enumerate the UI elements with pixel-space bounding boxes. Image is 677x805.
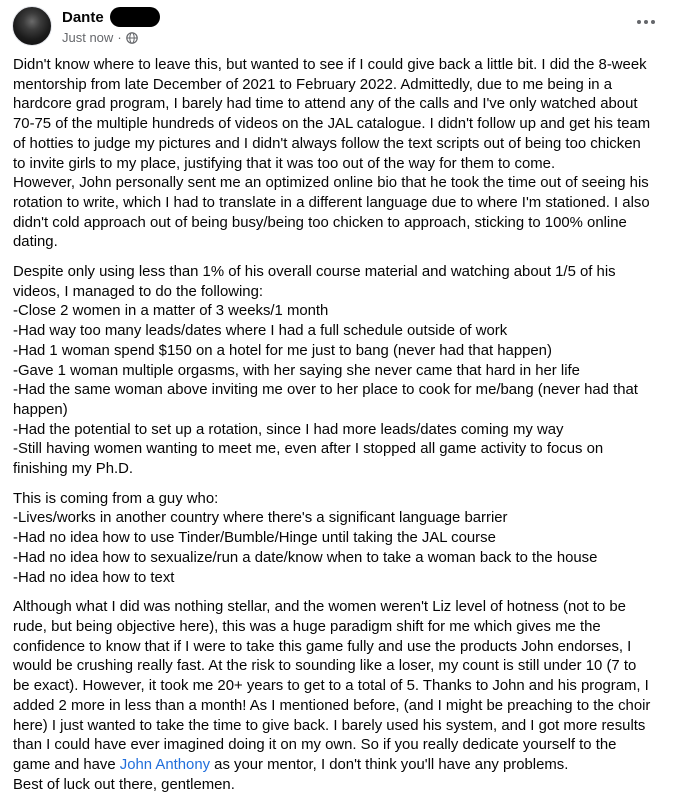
author-name[interactable] [62, 7, 160, 27]
paragraph-2 [13, 263, 663, 480]
text-line: mentorship from late December of 2021 to February 2022. Admittedly, due to me being in a [13, 76, 612, 93]
redaction-mark [110, 7, 160, 27]
text-line: than I could have ever imagined doing it on my own. So if you really dedicate yourself to the [13, 737, 617, 754]
text-line: Despite only using less than 1% of his overall course material and watching about 1/5 of his [13, 264, 616, 281]
text-line: 70-75 of the multiple hundreds of videos on the JAL catalogue. I didn't follow up and get his team [13, 116, 651, 133]
text-line: rotation to write, which I had to translate in a different language due to where I'm stationed. I also [13, 194, 650, 211]
text-line: be exact). However, it took me 20+ years to get to a total of 5. Thanks to John and his program, I [13, 678, 649, 695]
text-line: This is coming from a guy who: [13, 490, 219, 507]
text-line: dating. [13, 234, 58, 251]
text-line: -Had 1 woman spend $150 on a hotel for me just to bang (never had that happen) [13, 342, 552, 359]
post-timestamp[interactable]: Just now [62, 30, 114, 45]
text-line: -Had no idea how to sexualize/run a date/know when to take a woman back to the house [13, 549, 598, 566]
text-line: -Had the potential to set up a rotation, since I had more leads/dates coming my way [13, 421, 564, 438]
text-line: -Had way too many leads/dates where I had a full schedule outside of work [13, 323, 508, 340]
text-line: would be crushing really fast. At the risk to sounding like a loser, my count is still under 10 (7 to [13, 658, 637, 675]
text-line: finishing my Ph.D. [13, 461, 133, 478]
text-line: -Had no idea how to text [13, 569, 175, 586]
author-name-text[interactable]: Dante [62, 8, 104, 26]
text-line: rude, but being objective here), this was a huge paradigm shift for me which gives me the [13, 618, 601, 635]
text-line: Although what I did was nothing stellar, and the women weren't Liz level of hotness (not to be [13, 599, 626, 616]
text-line: happen) [13, 401, 68, 418]
meta-separator: · [117, 30, 122, 45]
more-options-button[interactable] [633, 12, 659, 32]
post-body [13, 56, 663, 805]
paragraph-1 [13, 56, 663, 253]
text-segment: as your mentor, I don't think you'll have any problems. [210, 756, 569, 773]
mention-link[interactable]: John Anthony [119, 756, 211, 773]
more-horizontal-icon [636, 19, 656, 25]
post-meta [62, 30, 138, 45]
text-line: -Still having women wanting to meet me, even after I stopped all game activity to focus on [13, 441, 604, 458]
closing-line: Best of luck out there, gentlemen. [13, 776, 235, 793]
text-line: added 2 more in less than a month! As I mentioned before, (and I might be preaching to the choir [13, 697, 651, 714]
text-line: didn't cold approach out of being busy/being too chicken to approach, sticking to 100% online [13, 214, 627, 231]
text-line: of hotties to judge my pictures and I didn't always follow the text scripts out of being too chicken [13, 135, 641, 152]
text-line: -Had no idea how to use Tinder/Bumble/Hinge until taking the JAL course [13, 530, 496, 547]
text-line-with-mention [13, 756, 663, 776]
text-line: -Lives/works in another country where there's a significant language barrier [13, 510, 508, 527]
text-line: confidence to know that if I were to take this game fully and use the products John endorses, I [13, 638, 632, 655]
text-line: -Had the same woman above inviting me over to her place to cook for me/bang (never had that [13, 382, 638, 399]
text-line: here) I just wanted to take the time to give back. I barely used his system, and I got more results [13, 717, 646, 734]
text-line: Didn't know where to leave this, but wanted to see if I could give back a little bit. I did the 8-week [13, 57, 647, 73]
text-line: videos, I managed to do the following: [13, 283, 263, 300]
globe-icon[interactable] [126, 32, 138, 44]
paragraph-4 [13, 598, 663, 795]
text-line: -Gave 1 woman multiple orgasms, with her saying she never came that hard in her life [13, 362, 580, 379]
text-line: However, John personally sent me an optimized online bio that he took the time out of seeing his [13, 175, 649, 192]
author-avatar[interactable] [12, 6, 52, 46]
text-line: hardcore grad program, I barely had time to attend any of the calls and I've only watched about [13, 96, 638, 113]
text-line: -Close 2 women in a matter of 3 weeks/1 month [13, 303, 329, 320]
text-line: to invite girls to my place, justifying that it was too out of the way for them to come. [13, 155, 556, 172]
text-segment: game and have [13, 756, 120, 773]
paragraph-3 [13, 490, 663, 589]
